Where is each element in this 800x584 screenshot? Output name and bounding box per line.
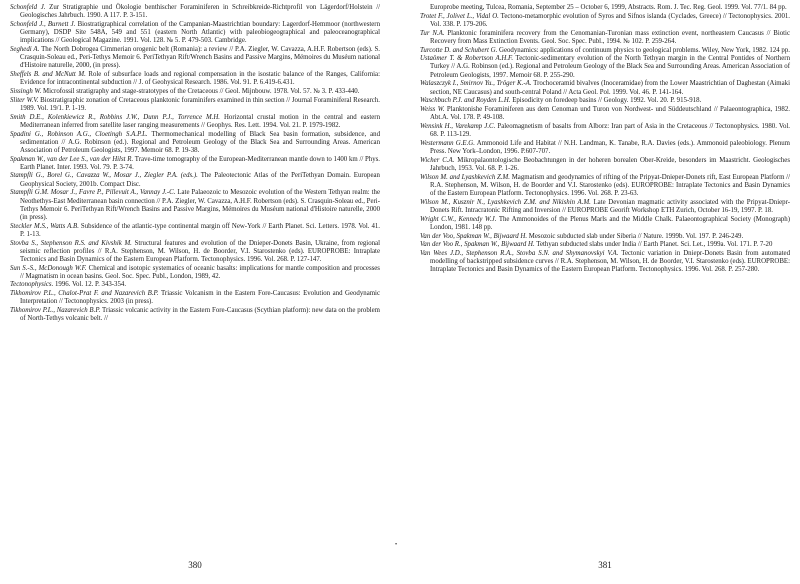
- reference-authors: Turcotte D. and Schubert G.: [420, 46, 498, 54]
- right-page: [420, 4, 790, 582]
- reference-authors: Van Wees J.D., Stephenson R.A., Stovba S.N. and Shymanovskyi V.A.: [420, 250, 619, 258]
- reference-entry: [10, 307, 380, 323]
- reference-entry: [420, 140, 790, 156]
- reference-authors: Wilson M. and Lyashkevich Z.M.: [420, 173, 510, 181]
- reference-authors: Westermann G.E.G.: [420, 139, 475, 147]
- reference-entry: [420, 80, 790, 96]
- reference-authors: Steckler M.S., Watts A.B.: [10, 222, 79, 230]
- reference-text: Subsidence of the atlantic-type continental margin off New-York // Earth Planet. Sci. Letters. 1978. Vol. 41. P. 1-13.: [20, 222, 380, 238]
- reference-entry: [10, 114, 380, 130]
- reference-authors: Trotet F., Jolivet L., Vidal O.: [420, 12, 499, 20]
- reference-text: Mikropalaontologische Beobachtungen in der hoheren borealen Ober-Kreide, besonders im Maastricht. Geologisches Jahrbuch, 1953. Vol. 68. P. 1-26.: [430, 156, 790, 172]
- reference-text: Tectonic variation in Dniepr-Donets Basin from automated modelling of backstripped subsidence curves // R.A. Stephenson, M. Wilson, H. de Boorder, V.I. Starostenko (eds). EUROPROBE: Intraplate Tectonics and Basin Dynamics of the Eastern European Platform. Tectonophysics. 1996. Vol. 268. P. 257-280.: [430, 250, 790, 274]
- reference-entry: [10, 88, 380, 96]
- reference-entry: [10, 290, 380, 306]
- reference-entry: [10, 223, 380, 239]
- reference-text: Zur Stratigraphie und Ökologie benthischer Foraminiferen in Schreibkreide-Richtprofil von Lägerdorf/Holstein // Geologisches Jahrbuch. 1990. A 117. P. 3-151.: [20, 4, 381, 20]
- reference-authors: Tur N.A.: [420, 29, 445, 37]
- reference-entry: [420, 241, 790, 249]
- reference-text: Triassic Volcanism in the Eastern Fore-Caucasus: Evolution and Geodynamic Interpretation // Tectonophysics. 2003 (in press).: [20, 290, 380, 306]
- reference-authors: Ustaömer T. & Robertson A.H.F.: [420, 55, 514, 63]
- reference-entry: [420, 123, 790, 139]
- reference-entry: [420, 30, 790, 46]
- reference-authors: Sissingh W.: [10, 87, 42, 95]
- reference-text: Thermomechanical modelling of Black Sea basin formation, subsidence, and sedimentation // A.G. Robinson (ed.). Regional and Petroleum Geology of the Black Sea and Surrounding Areas. American Association of Petroleum Geologists, 1997. Memoir 68. P. 19-38.: [20, 130, 380, 154]
- reference-authors: Schonfeld J., Burnett J.: [10, 20, 76, 28]
- reference-text: Late Devonian magmatic activity associated with the Pripyat-Dniepr-Donets Rift. Intracratonic Rifting and Inversion // EUROPROBE Georift Workshop ETH Zurich, October 16-19, 1997. P. 18.: [430, 198, 790, 214]
- reference-entry: [420, 47, 790, 55]
- reference-authors: Weiss W.: [420, 106, 445, 114]
- reference-text: Planktonishe Foraminiferen aus dem Cenoman und Turon von Nordwest- und Süddeutschland // Palaeontographica, 1982. Abt.A. Vol. 178. P. 49-108.: [430, 106, 790, 122]
- reference-text: Magmatism and geodynamics of rifting of the Pripyat-Dnieper-Donets rift, East European Platform // R.A. Stephenson, M. Wilson, H. de Boorder and V.I. Starostenko (eds). EUROPROBE: Intraplate Tectonics and Basin Dynamics of the Eastern European Platform. Tectonophysics. 1996. Vol. 268. P. 23-63.: [430, 173, 790, 197]
- reference-authors: Sheffels B. and McNutt M.: [10, 71, 86, 79]
- reference-entry: [10, 21, 380, 45]
- reference-continuation: Europrobe meeting, Tulcea, Romania, September 25 – October 6, 1999, Abstracts. Rom. J. Tec. Reg. Geol. 1999. Vol. 77/1. 84 pp.: [430, 4, 787, 11]
- reference-authors: Smith D.E., Kolenkiewicz R., Robbins J.W., Dunn P.J., Torrence M.H.: [10, 113, 221, 121]
- reference-authors: Stampfli G.M. Mosar J., Favre P., Pillevuit A., Vannay J.-C.: [10, 189, 176, 197]
- reference-entry: [10, 265, 380, 281]
- reference-entry: [420, 106, 790, 122]
- reference-list-left: [10, 4, 380, 323]
- reference-text: Trave-time tomography of the European-Mediterranean mantle down to 1400 km // Phys. Earth Planet. Inter. 1993. Vol. 79. P. 3-74.: [20, 155, 381, 171]
- reference-text: Geodynamics: applications of continuum physics to geological problems. Wiley, New York, 1982. 124 pp.: [497, 46, 790, 54]
- reference-entry: [10, 172, 380, 188]
- reference-text: Tectono-metamorphic evolution of Syros and Sifnos islanda (Cyclades, Greece) // Tectonophysics. 2001. Vol. 338. P. 179-206.: [430, 12, 790, 28]
- reference-text: Horizontal crustal motion in the central and eastern Mediterranean inferred from satellite laser ranging measurements // Geophys. Res. Lett. 1994. Vol. 21. P. 1979-1982.: [20, 113, 380, 129]
- reference-text: Mesozoic subducted slab under Siberia // Nature. 1999b. Vol. 197. P. 246-249.: [527, 232, 744, 240]
- reference-text: Triassic volcanic activity in the Eastern Fore-Caucasus (Scythian platform): new data on the problem of North-Tethys volcanic belt. //: [20, 307, 381, 323]
- reference-entry: [420, 13, 790, 29]
- reference-authors: Wicher C.A.: [420, 156, 455, 164]
- page-number-right: 381: [598, 560, 612, 570]
- reference-text: Planktonic foraminifera recovery from the Cenomanian-Turonian mass extinction event, northeastern Caucasus // Biotic Recovery from Mass Extinction Events. Geol. Soc. Spec. Publ., 1994. № 102. P. 259-264.: [430, 29, 790, 45]
- reference-text: Trochoceramid bivalves (Inoceramidae) from the Lower Maastrichtian of Daghestan (Aimaki section, NE Caucasus) and south-central Poland // Acta Geol. Pol. 1999. Vol. 46. P. 141-164.: [430, 80, 790, 96]
- reference-authors: Stovba S., Stephenson R.S. and Kivshik M.: [10, 239, 132, 247]
- reference-authors: Tectonophysics.: [10, 281, 54, 289]
- reference-text: Biostratigraphic zonation of Cretaceous planktonic foraminifers examined in thin section // Journal Foraminiferal Research. 1989. Vol. 19/1. P. 1-19.: [20, 96, 380, 112]
- reference-authors: Spakman W., van der Lee S., van der Hilst R.: [10, 155, 134, 163]
- reference-authors: Wright C.W., Kennedy W.J.: [420, 215, 497, 223]
- reference-entry: [10, 240, 380, 264]
- reference-entry: [10, 281, 380, 289]
- reference-entry: [420, 216, 790, 232]
- reference-text: Tethyan subducted slabs under India // Earth Planet. Sci. Let., 1999a. Vol. 171. P. 7-20: [534, 241, 773, 249]
- reference-entry: [420, 157, 790, 173]
- reference-authors: Schonfeld J.: [10, 4, 46, 11]
- reference-entry: [420, 174, 790, 198]
- reference-entry: [420, 199, 790, 215]
- reference-authors: Wensink H., Varekamp J.C.: [420, 122, 496, 130]
- reference-authors: Spadini G., Robinson A.G., Cloetingh S.A.P.L.: [10, 130, 148, 138]
- reference-authors: Van der Voo R., Spakman W., Bijwaard H.: [420, 241, 535, 249]
- reference-authors: Sliter W.V.: [10, 96, 39, 104]
- reference-text: Chemical and isotopic systematics of oceanic basalts: implications for mantle composition and processes // Magmatism in ocean basins. Geol. Soc. Spec. Publ., London, 1989, 42.: [20, 264, 380, 280]
- reference-text: Late Palaeozoic to Mesozoic evolution of the Western Tethyan realm: the Neothethys-East Mediterranean basin connection // P.A. Ziegler, W. Cavazza, A.H.F. Robertson (eds). S. Crasquin-Soleau ed., Peri-Tethys Memoir 6. PeriTethyan Rift/Wrench Basins and Passive Margins, Mémoires du Muséum national d'Histoire naturelle, 2000 (in press).: [20, 189, 380, 221]
- reference-text: Role of subsurface loads and regional compensation in the isostatic balance of the Ranges, California: Evidence for intracontinental subduction // J. of Geohysical Research. 1986. Vol. 91. P. 6.419-6.431.: [20, 71, 380, 87]
- reference-entry: [10, 156, 380, 172]
- page-number-left: 380: [188, 560, 202, 570]
- reference-entry: [10, 46, 380, 70]
- reference-text: The North Dobrogea Cimmerian orogenic belt (Romania): a review // P.A. Ziegler, W. Cavazza, A.H.F. Robertson (eds). S. Crasquin-Soleau ed., Peri-Tethys Memoir 6. PeriTethyan Rift/Wrench Basins and Passive Margins, Mémoires du Muséum national d'Histoire naturelle, 2000, (in press).: [20, 45, 380, 70]
- reference-authors: Tikhomirov P.L., Nazarevich B.P.: [10, 307, 101, 315]
- reference-authors: Seghedi A.: [10, 45, 40, 53]
- left-page: [10, 4, 380, 582]
- gutter-mark: •: [395, 542, 398, 548]
- reference-entry: [420, 250, 790, 274]
- reference-text: Biostratigraphical correlation of the Campanian-Maastrichtian boundary: Lagerdorf-Hemmoor (northwestern Germany), DSDP Site 548A, 549 and 551 (eastern North Atlantic) with paleobiogeographical and paleoceanographical implications // Geological Magazine. 1991. Vol. 128. № 5. P. 479-503. Cambridge.: [20, 20, 380, 45]
- reference-entry: [10, 97, 380, 113]
- reference-text: The Ammonoides of the Plenus Marls and the Middle Chalk. Palaeontographical Society (Monograph) London, 1981. 148 pp.: [430, 215, 790, 231]
- reference-authors: Stampfli G., Borel G., Cavazza W., Mosar J., Ziegler P.A. (eds.).: [10, 172, 198, 180]
- reference-authors: Wilson M., Kusznir N., Lyashkevich Z.M. and Nikishin A.M.: [420, 198, 591, 206]
- reference-authors: Waschbuch P.J. and Royden L.H.: [420, 97, 511, 105]
- reference-text: Tectonic-sedimentary evolution of the North Tethyan margin in the Central Pontides of Northern Turkey // A.G. Robinson (ed.). Regional and Petroleum Geology of the Black Sea and Surrounding Areas. American Association of Petroleum Geologists, 1997. Memoir 68. P. 255-290.: [430, 55, 791, 79]
- reference-authors: Van der Voo, Spakman W., Bijwaard H.: [420, 232, 528, 240]
- reference-text: Episodicity on foredeep basins // Geology. 1992. Vol. 20. P. 915-918.: [510, 97, 702, 105]
- reference-text: Microfossil stratigraphy and stage-stratotypes of the Cretaceous // Geol. Mijnbouw. 1978. Vol. 57. № 3. P. 433-440.: [41, 87, 360, 95]
- reference-text: The Paleotectonic Atlas of the PeriTethyan Domain. European Geophysical Society, 2001b. Compact Disc.: [20, 172, 380, 188]
- reference-list-right: [420, 4, 790, 275]
- reference-authors: Walaszczyk I., Smirnov Yu., Tröger K.-A.: [420, 80, 532, 88]
- reference-text: Paleomagnetism of basalts from Alborz: Iran part of Asia in the Cretaceous // Tectonophysics. 1980. Vol. 68. P. 113-129.: [430, 122, 790, 139]
- reference-entry: [420, 97, 790, 105]
- reference-authors: Tikhomirov P.L., Chalot-Prat F. and Nazarevich B.P.: [10, 290, 159, 298]
- reference-text: Ammonoid Life and Habitat // N.H. Landman, K. Tanabe, R.A. Davies (eds.). Ammonoid paleobiology. Plenum Press. New York–London, 1996. P.607-707.: [430, 139, 790, 155]
- reference-entry: [10, 131, 380, 155]
- reference-entry: [10, 189, 380, 222]
- reference-entry: [10, 71, 380, 87]
- reference-text: 1996. Vol. 12. P. 343-354.: [53, 281, 127, 289]
- reference-entry: [420, 233, 790, 241]
- reference-entry: [10, 4, 380, 20]
- reference-text: Structural features and evolution of the Dnieper-Donets Basin, Ukraine, from regional seismic reflection profiles // R.A. Stephenson, M. Wilson, H. de Boorder, V.I. Starostenko (eds). EUROPROBE: Intraplate Tectonics and Basin Dynamics of the Eastern European Platform. Tectonophysics. 1996. Vol. 268. P. 127-147.: [20, 239, 380, 263]
- reference-entry: [420, 55, 790, 79]
- reference-authors: Sun S.-S., McDonough W.F.: [10, 264, 87, 272]
